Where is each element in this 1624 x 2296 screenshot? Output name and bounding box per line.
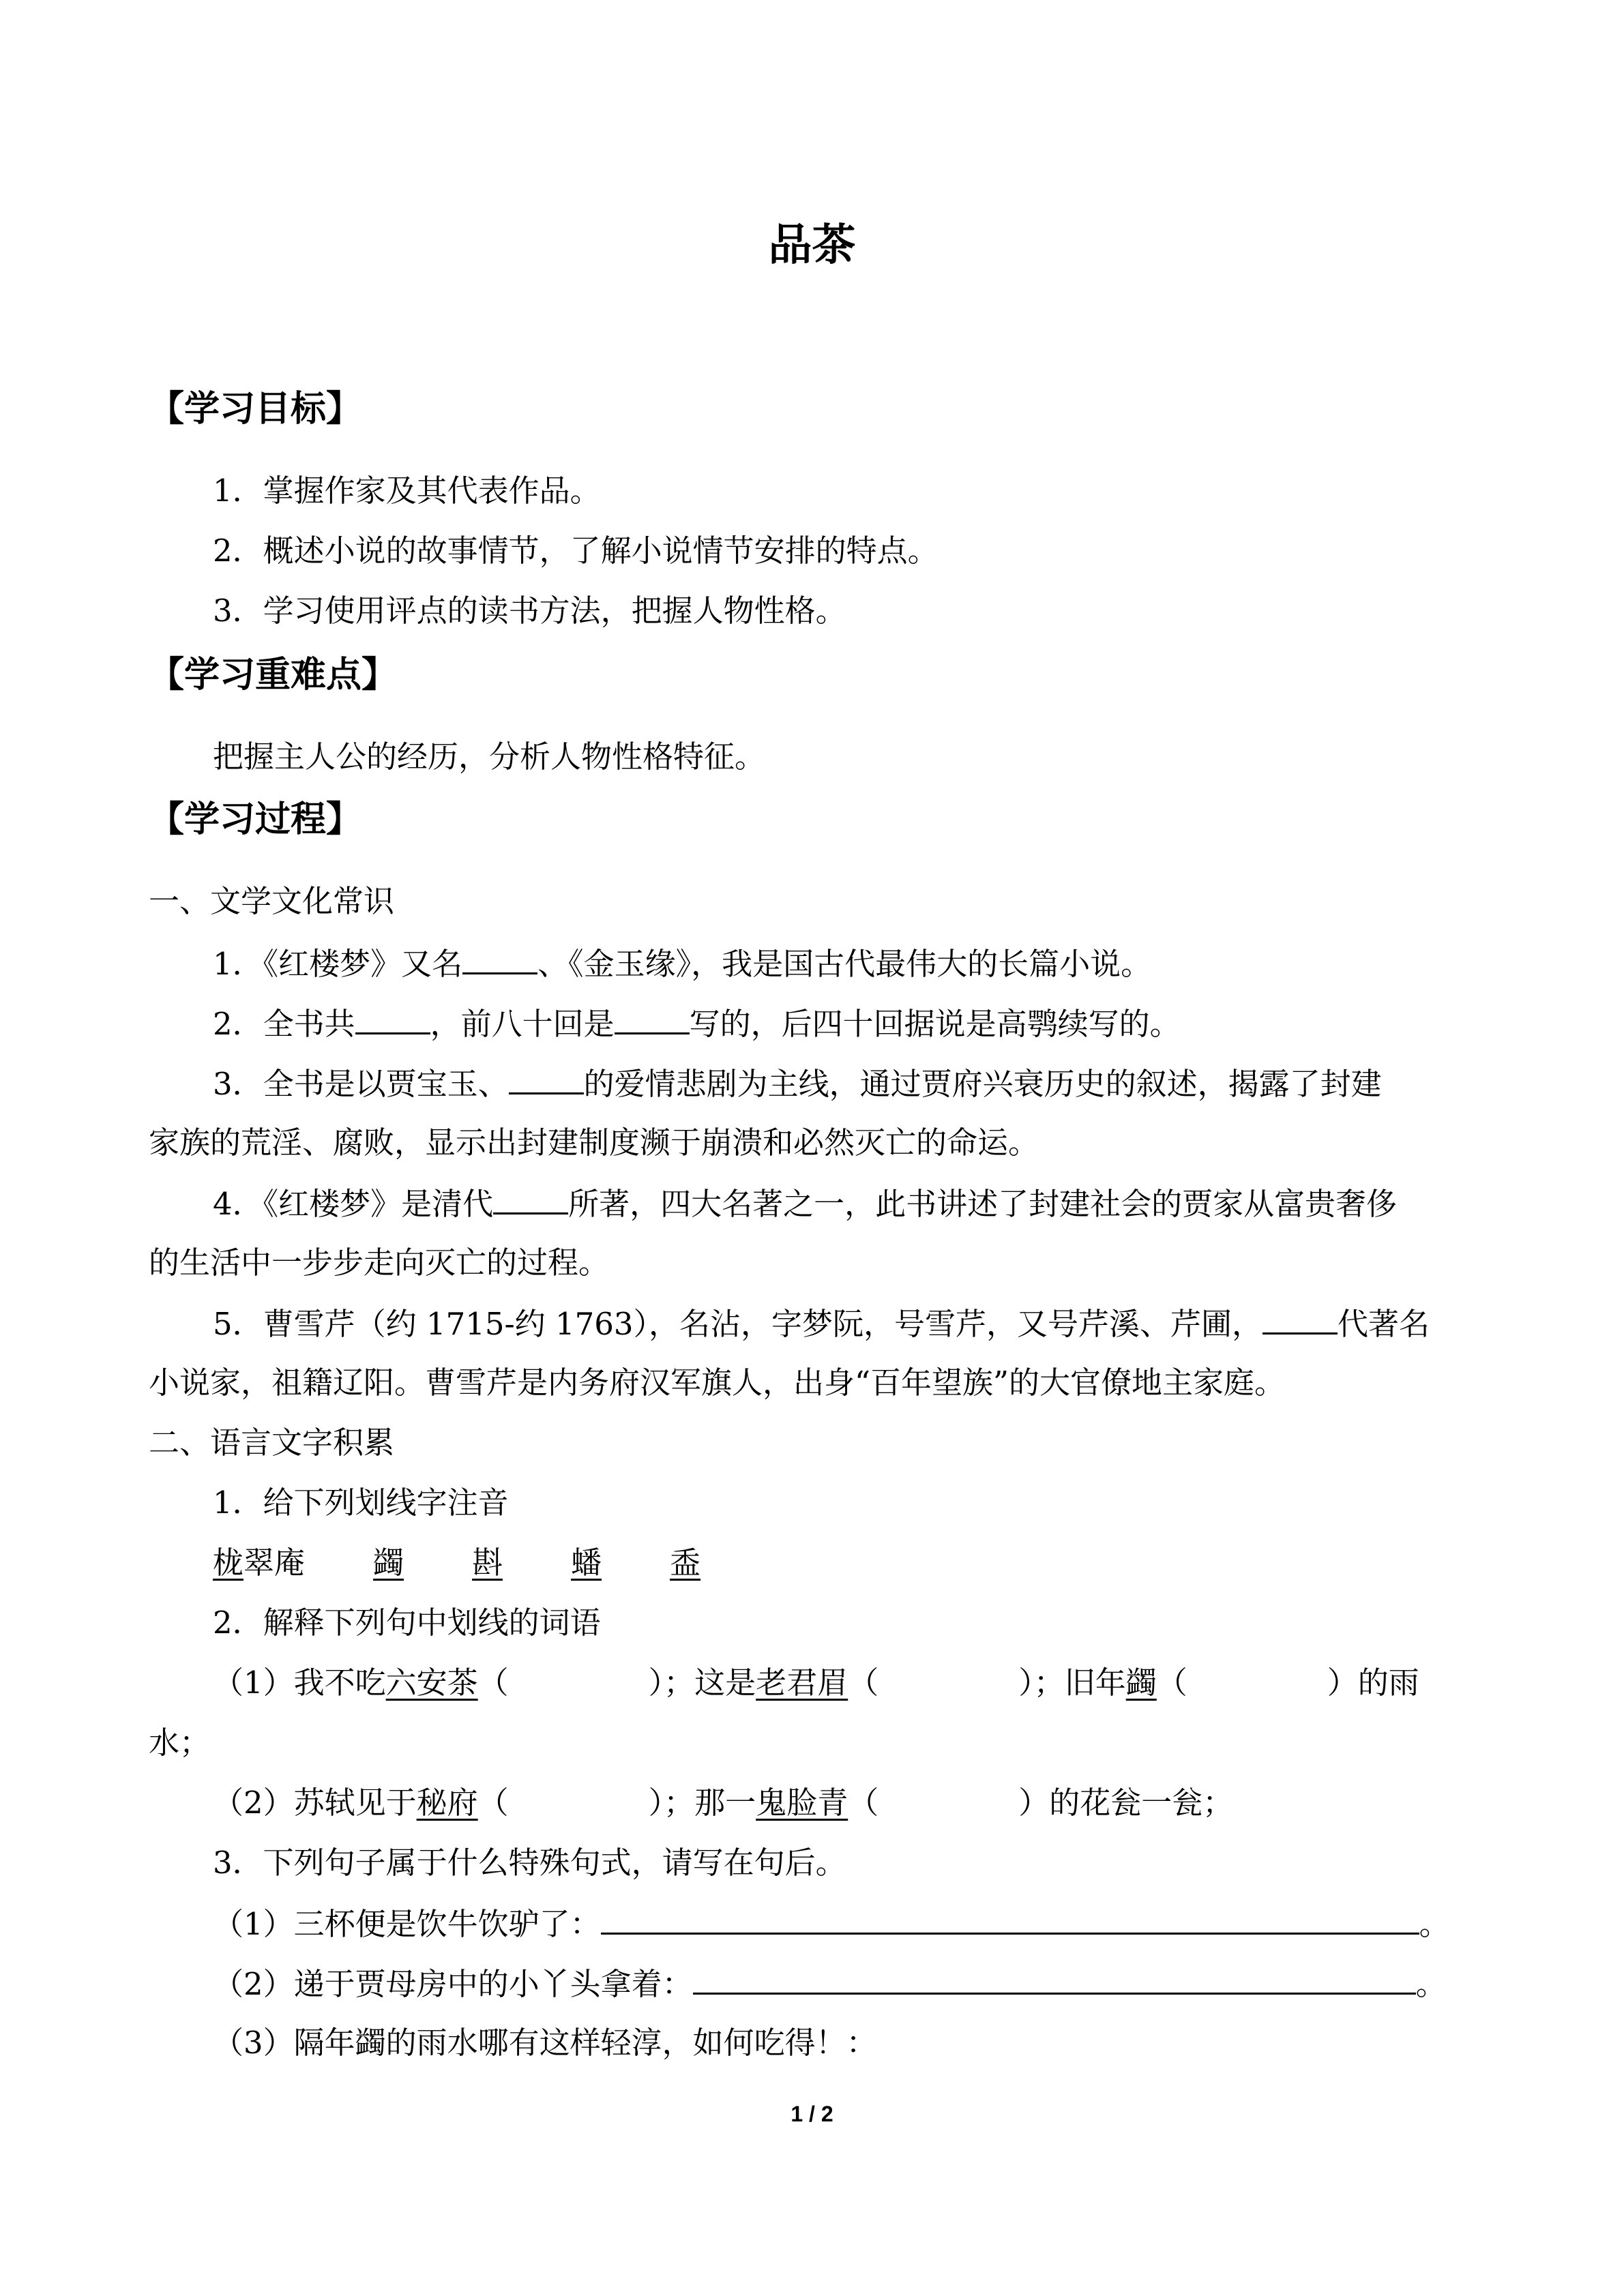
underlined-word: 鬼脸青 (756, 1785, 848, 1821)
part2-question-2: 2．解释下列句中划线的词语 (213, 1605, 601, 1641)
underlined-char: 斟 (472, 1545, 503, 1581)
part2-question-3: 3．下列句子属于什么特殊句式，请写在句后。 (213, 1845, 846, 1881)
answer-line[interactable] (601, 1901, 1419, 1935)
part2-question-2-2: （2）苏轼见于秘府（ ）；那一鬼脸青（ ）的花瓮一瓮； (213, 1785, 1234, 1821)
answer-blank[interactable] (355, 1001, 430, 1034)
question-4-continued: 的生活中一步步走向灭亡的过程。 (149, 1244, 610, 1281)
answer-blank[interactable] (615, 1001, 690, 1034)
part2-question-2-1: （1）我不吃六安茶（ ）；这是老君眉（ ）；旧年蠲（ ）的雨 (213, 1665, 1419, 1701)
part2-question-3-3: （3）隔年蠲的雨水哪有这样轻淳，如何吃得！： (213, 2025, 877, 2061)
underlined-word: 秘府 (416, 1785, 478, 1821)
underlined-word: 六安茶 (385, 1665, 478, 1701)
page-title: 品茶 (768, 220, 856, 271)
part1-heading: 一、文学文化常识 (149, 883, 395, 919)
underlined-word: 老君眉 (756, 1665, 848, 1701)
underlined-char: 盉 (670, 1545, 701, 1581)
part2-question-3-2: （2）递于贾母房中的小丫头拿着： 。 (213, 1961, 1447, 2006)
question-4: 4．《红楼梦》是清代 所著，四大名著之一，此书讲述了封建社会的贾家从富贵奢侈 (213, 1181, 1397, 1226)
underlined-char: 栊 (213, 1545, 244, 1581)
page-number: 1 / 2 (791, 2102, 833, 2126)
part2-question-2-1-continued: 水； (149, 1725, 211, 1761)
question-1: 1．《红楼梦》又名 、《金玉缘》，我是国古代最伟大的长篇小说。 (213, 941, 1151, 986)
objectives-heading: 【学习目标】 (149, 389, 362, 430)
question-3: 3．全书是以贾宝玉、 的爱情悲剧为主线，通过贾府兴衰历史的叙述，揭露了封建 (213, 1061, 1382, 1106)
objective-item: 2．概述小说的故事情节，了解小说情节安排的特点。 (213, 533, 939, 569)
answer-blank[interactable] (493, 1181, 568, 1214)
answer-line[interactable] (693, 1961, 1416, 1995)
part2-heading: 二、语言文字积累 (149, 1425, 395, 1461)
underlined-char: 蠲 (373, 1545, 404, 1581)
process-heading: 【学习过程】 (149, 799, 362, 840)
key-points-text: 把握主人公的经历，分析人物性格特征。 (213, 739, 766, 775)
underlined-word: 蠲 (1125, 1665, 1157, 1701)
answer-blank[interactable] (1263, 1301, 1338, 1335)
answer-blank[interactable] (509, 1061, 584, 1094)
part2-question-1: 1．给下列划线字注音 (213, 1485, 509, 1521)
answer-blank[interactable] (462, 941, 537, 974)
question-2: 2．全书共 ，前八十回是 写的，后四十回据说是高鹗续写的。 (213, 1001, 1181, 1046)
question-5-continued: 小说家，祖籍辽阳。曹雪芹是内务府汉军旗人，出身“百年望族”的大官僚地主家庭。 (149, 1365, 1286, 1401)
question-3-continued: 家族的荒淫、腐败，显示出封建制度濒于崩溃和必然灭亡的命运。 (149, 1124, 1039, 1161)
objective-item: 3．学习使用评点的读书方法，把握人物性格。 (213, 593, 846, 629)
part2-question-3-1: （1）三杯便是饮牛饮驴了： 。 (213, 1901, 1450, 1946)
question-5: 5．曹雪芹（约 1715-约 1763），名沾，字梦阮，号雪芹，又号芹溪、芹圃， 代著名 (213, 1301, 1430, 1346)
pinyin-word-list: 栊翠庵 蠲 斟 蟠 盉 (213, 1545, 701, 1581)
underlined-char: 蟠 (571, 1545, 602, 1581)
key-points-heading: 【学习重难点】 (149, 655, 398, 696)
objective-item: 1．掌握作家及其代表作品。 (213, 473, 601, 509)
